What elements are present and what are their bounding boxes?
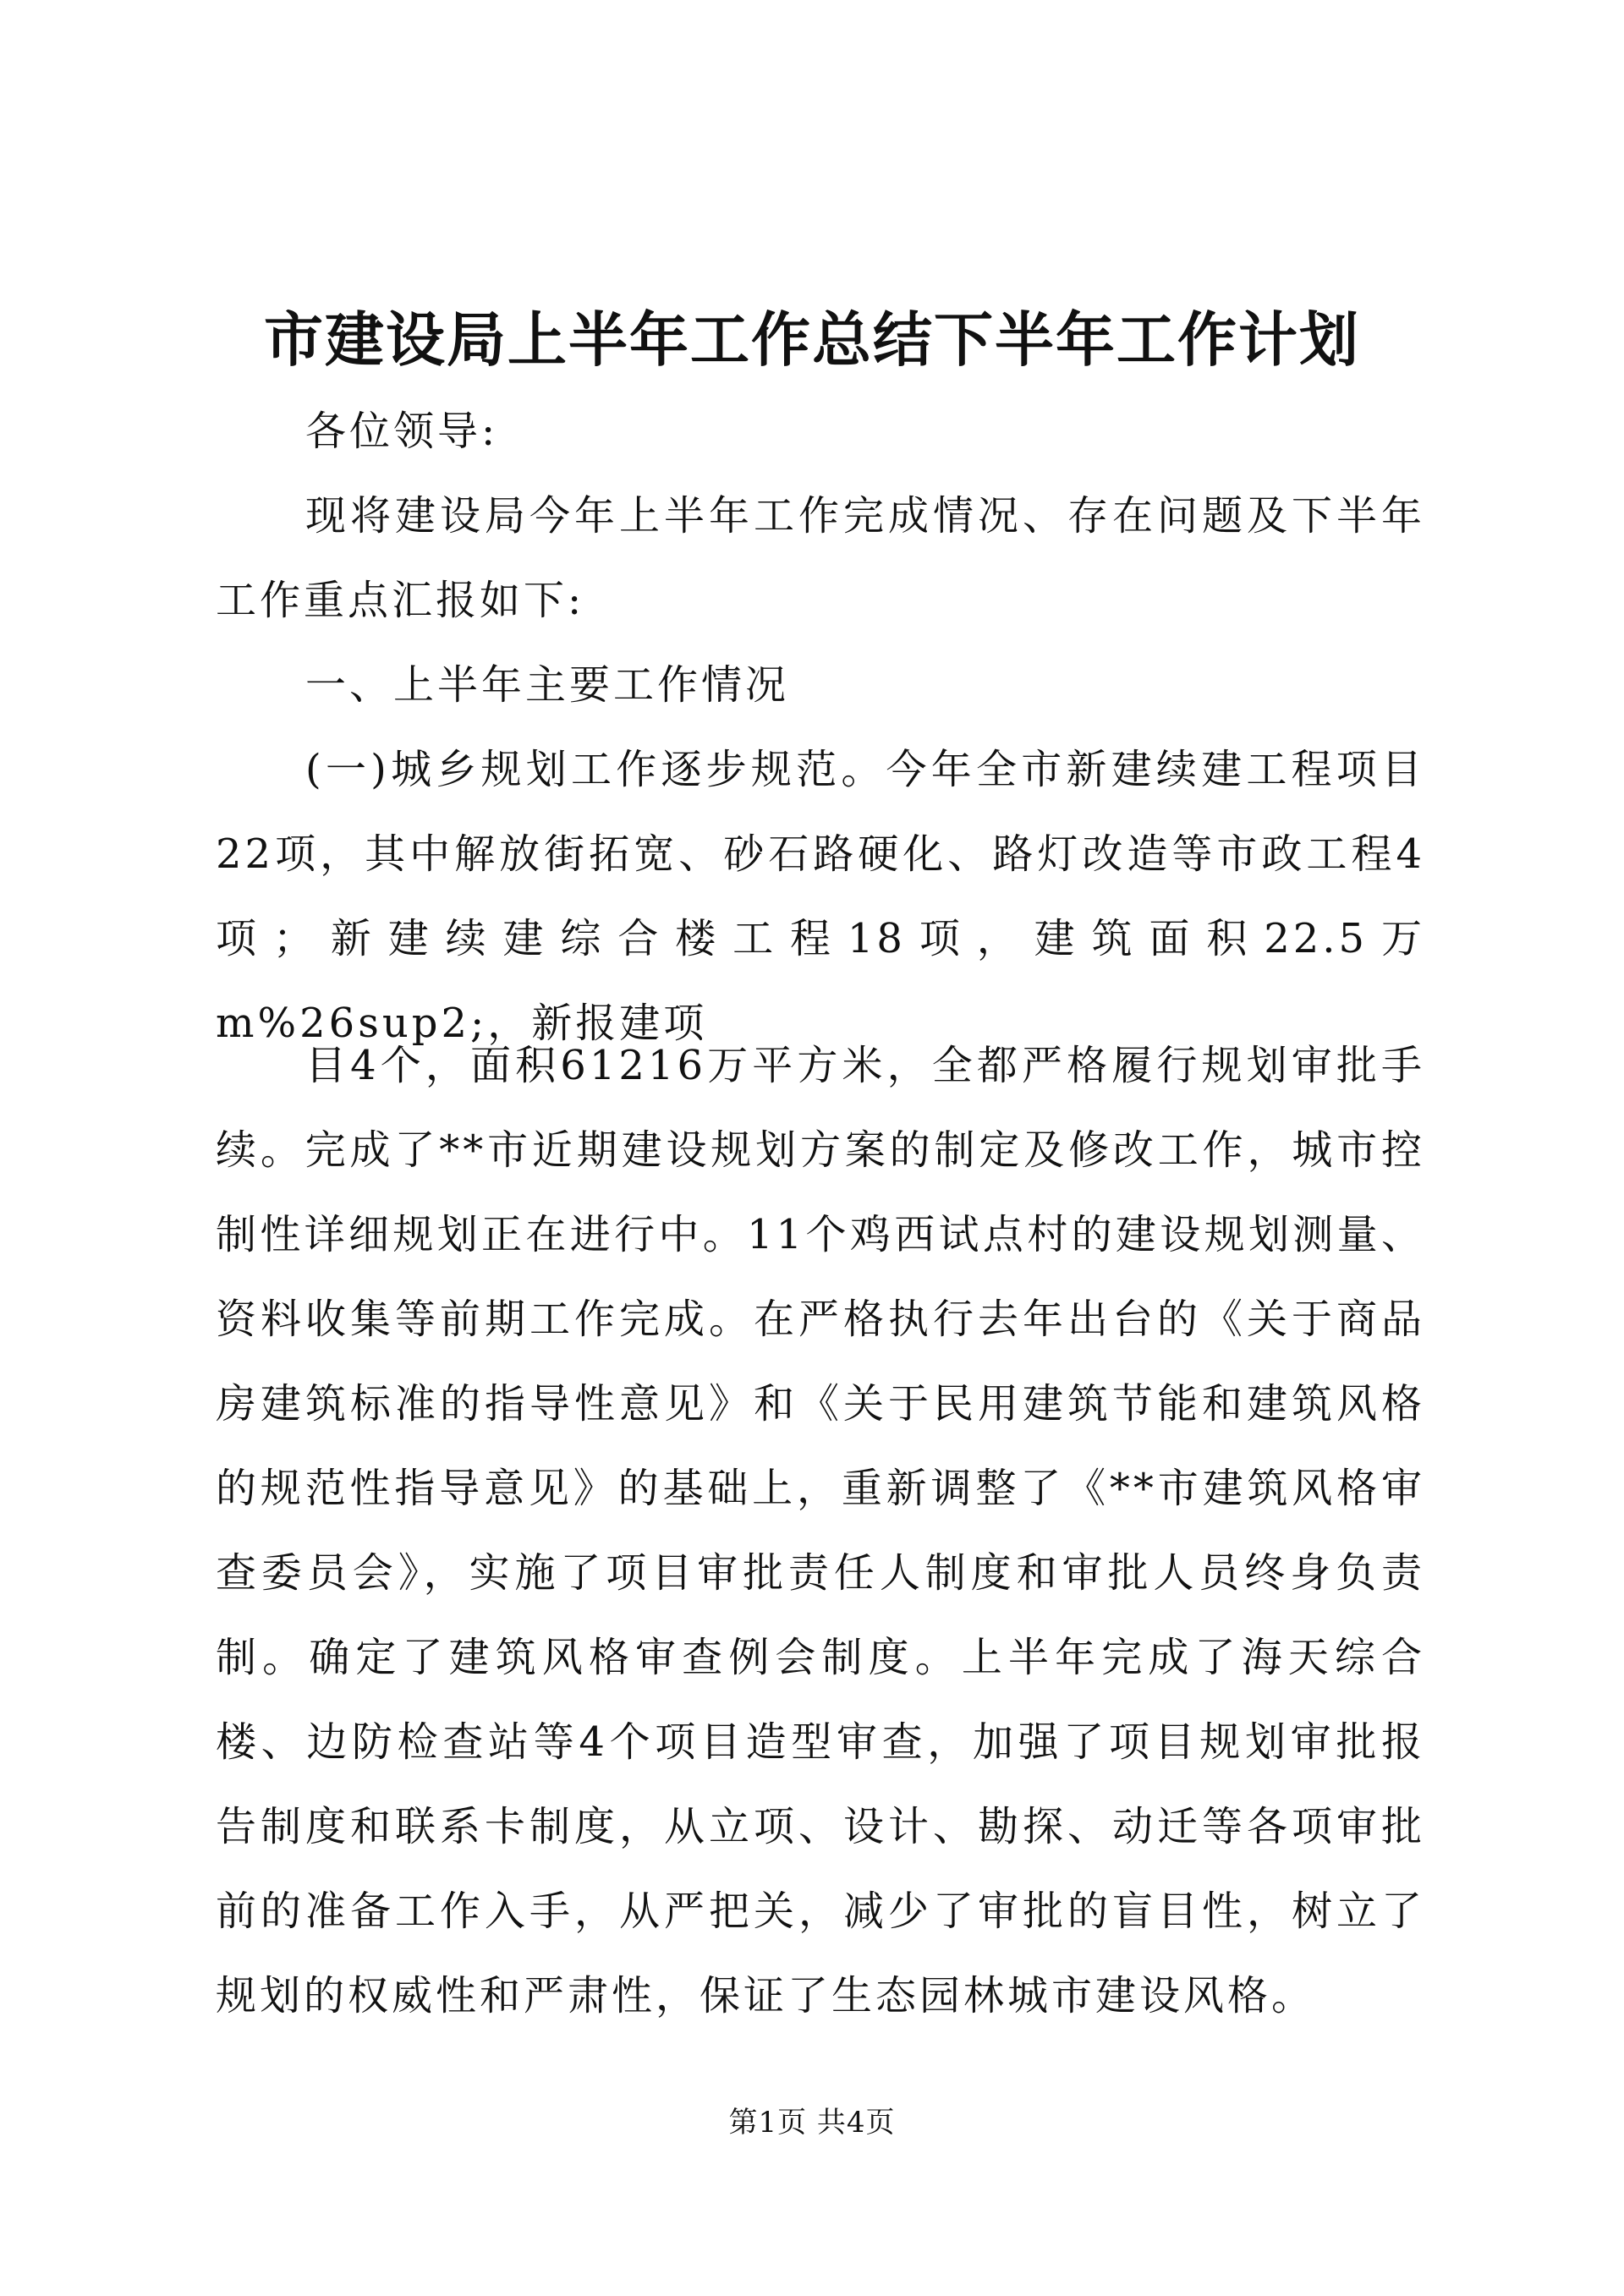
continuation-paragraph: 目4个，面积61216万平方米，全都严格履行规划审批手续。完成了**市近期建设规划方案的制定及修改工作，城市控制性详细规划正在进行中。11个鸡西试点村的建设规划测量、资料收集等前期工作完成。在严格执行去年出台的《关于商品房建筑标准的指导性意见》和《关于民用建筑节能和建筑风格的规范性指导意见》的基础上，重新调整了《**市建筑风格审查委员会》，实施了项目审批责任人制度和审批人员终身负责制。确定了建筑风格审查例会制度。上半年完成了海天综合楼、边防检查站等4个项目造型审查，加强了项目规划审批报告制度和联系卡制度，从立项、设计、勘探、动迁等各项审批前的准备工作入手，从严把关，减少了审批的盲目性，树立了规划的权威性和严肃性，保证了生态园林城市建设风格。 <box>216 1042 1425 2019</box>
document-title: 市建设局上半年工作总结下半年工作计划 <box>264 304 1360 375</box>
document-body-continued <box>216 1023 1425 2038</box>
intro-paragraph: 现将建设局今年上半年工作完成情况、存在问题及下半年工作重点汇报如下: <box>216 492 1425 624</box>
page-footer: 第1页 共4页 <box>728 2106 896 2140</box>
section-heading: 一、上半年主要工作情况 <box>305 661 790 709</box>
document-body <box>216 389 1425 1066</box>
salutation: 各位领导: <box>305 408 499 455</box>
subsection-paragraph: (一)城乡规划工作逐步规范。今年全市新建续建工程项目22项，其中解放街拓宽、砂石路硬化、路灯改造等市政工程4项；新建续建综合楼工程18项，建筑面积22.5万m%26sup2;，新报建项 <box>216 746 1425 1047</box>
